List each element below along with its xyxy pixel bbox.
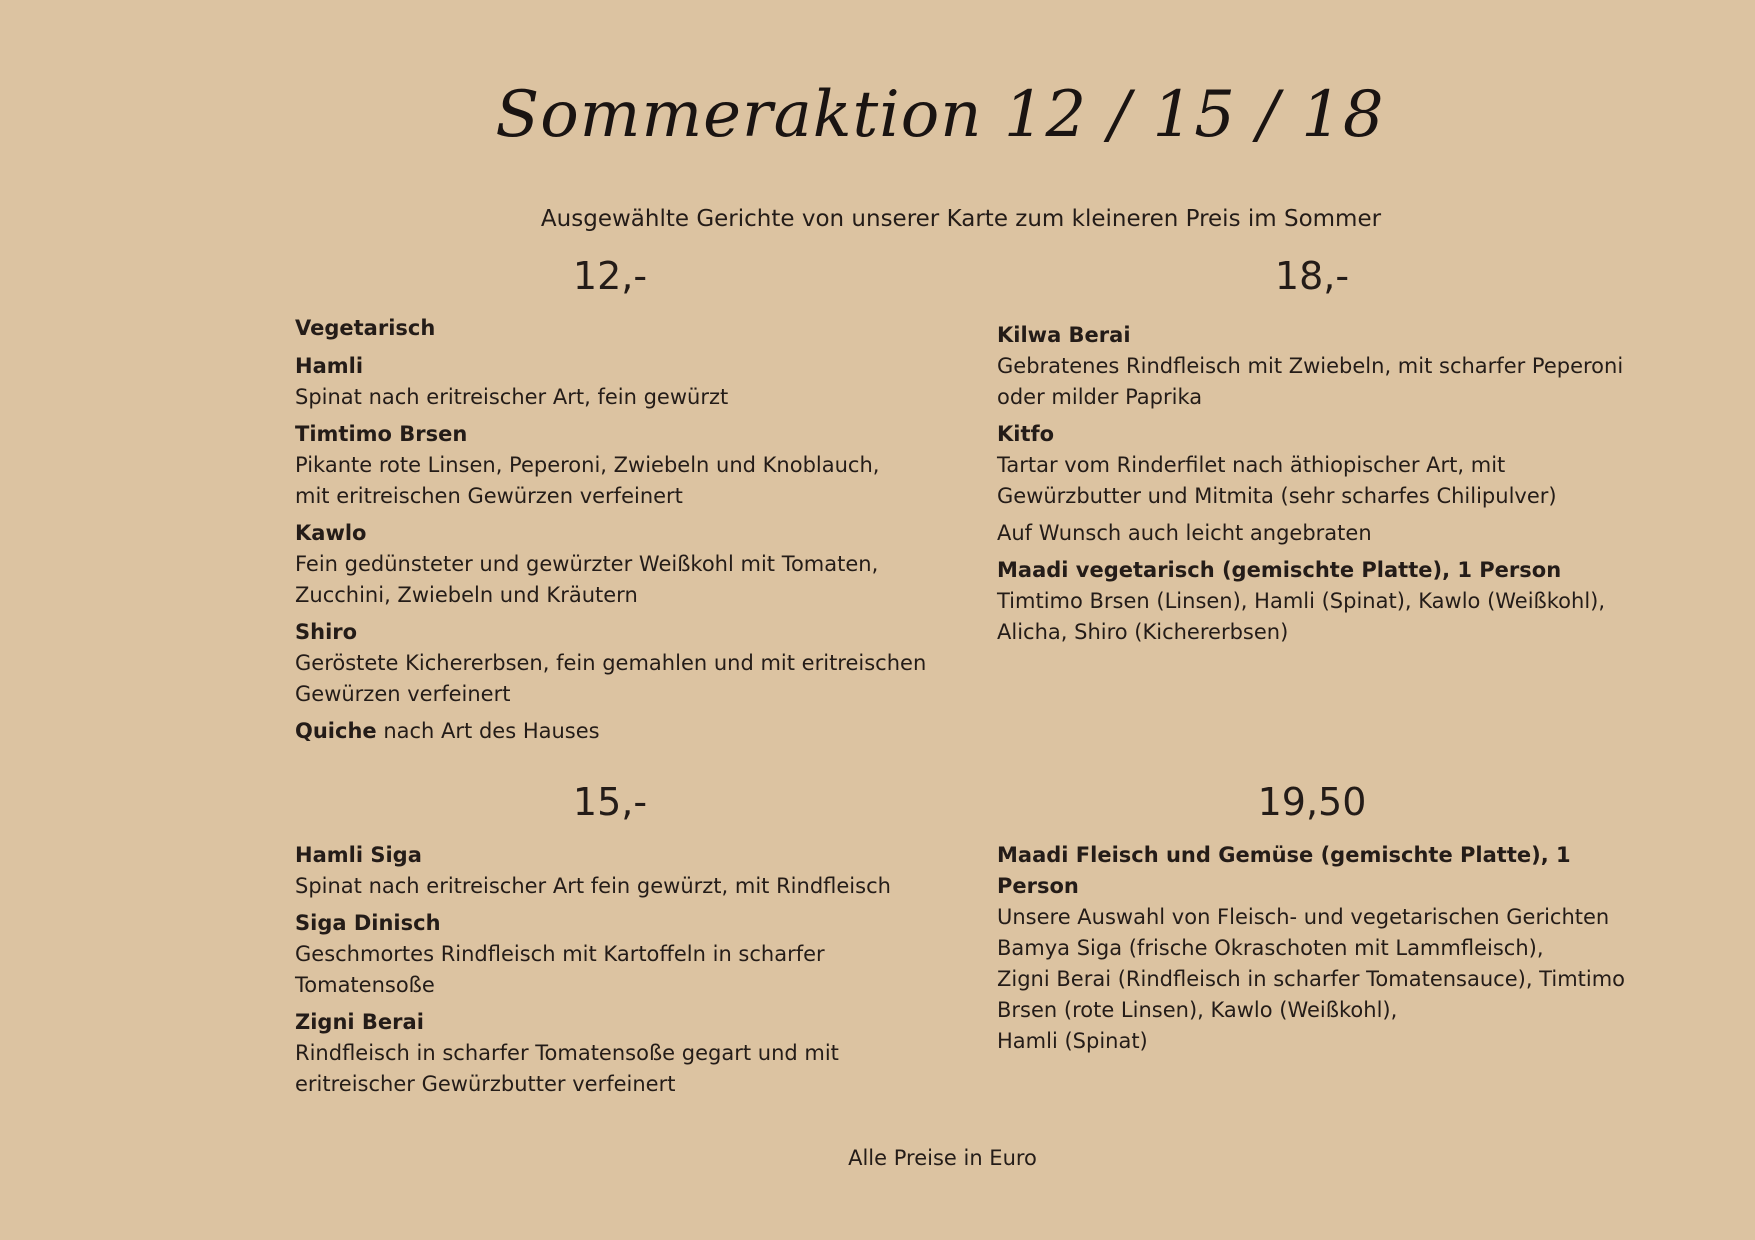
item-description-line: Hamli (Spinat) [997,1029,1148,1053]
section-18 [997,320,1647,654]
item-description-line: Bamya Siga (frische Okraschoten mit Lammfleisch), [997,936,1544,960]
item-description: Fein gedünsteter und gewürzter Weißkohl mit Tomaten, Zucchini, Zwiebeln und Kräutern [295,552,879,607]
item-description: nach Art des Hauses [376,719,600,743]
menu-item [295,617,945,710]
item-description-line: Unsere Auswahl von Fleisch- und vegetarischen Gerichten [997,905,1610,929]
price-heading-15: 15,- [572,780,648,824]
item-note: Auf Wunsch auch leicht angebraten [997,521,1372,545]
section-19-50 [997,840,1647,1063]
item-name: Kawlo [295,521,367,545]
footer-note: Alle Preise in Euro [848,1146,1037,1170]
price-heading-12: 12,- [572,254,648,298]
section-15 [295,840,945,1106]
menu-item [997,840,1647,1057]
item-description: Gebratenes Rindfleisch mit Zwiebeln, mit scharfer Peperoni oder milder Paprika [997,354,1624,409]
menu-item [295,908,945,1001]
menu-item [295,518,945,611]
item-name: Shiro [295,620,358,644]
menu-item [997,320,1647,413]
price-heading-19-50: 19,50 [1257,780,1367,824]
item-description: Spinat nach eritreischer Art, fein gewürzt [295,385,729,409]
item-description: Timtimo Brsen (Linsen), Hamli (Spinat), Kawlo (Weißkohl), Alicha, Shiro (Kichererbsen) [997,589,1606,644]
page-title: Sommeraktion 12 / 15 / 18 [495,78,1385,152]
item-name: Zigni Berai [295,1010,424,1034]
item-description: Pikante rote Linsen, Peperoni, Zwiebeln und Knoblauch, mit eritreischen Gewürzen verfeinert [295,453,880,508]
category-label: Vegetarisch [295,316,436,340]
item-description: Geschmortes Rindfleisch mit Kartoffeln in scharfer Tomatensoße [295,942,825,997]
menu-item [295,1007,945,1100]
item-name: Hamli [295,354,364,378]
item-name: Timtimo Brsen [295,422,468,446]
item-description: Tartar vom Rinderfilet nach äthiopischer Art, mit Gewürzbutter und Mitmita (sehr scharfes Chilipulver) [997,453,1557,508]
price-heading-18: 18,- [1274,254,1350,298]
item-description: Geröstete Kichererbsen, fein gemahlen und mit eritreischen Gewürzen verfeinert [295,651,927,706]
menu-item [295,419,945,512]
item-name: Kilwa Berai [997,323,1131,347]
menu-item [997,419,1647,512]
menu-item [997,555,1647,648]
item-name: Maadi Fleisch und Gemüse (gemischte Platte), 1 Person [997,843,1571,898]
item-name: Siga Dinisch [295,911,441,935]
item-description: Rindfleisch in scharfer Tomatensoße gegart und mit eritreischer Gewürzbutter verfeinert [295,1041,839,1096]
item-name: Hamli Siga [295,843,422,867]
item-description: Spinat nach eritreischer Art fein gewürzt, mit Rindfleisch [295,874,891,898]
menu-item [295,840,945,902]
item-name: Quiche [295,719,377,743]
subtitle: Ausgewählte Gerichte von unserer Karte zum kleineren Preis im Sommer [540,206,1382,232]
menu-item [295,351,945,413]
menu-item [295,716,945,747]
item-description-line: Zigni Berai (Rindfleisch in scharfer Tomatensauce), Timtimo Brsen (rote Linsen), Kawlo (Weißkohl), [997,967,1626,1022]
section-12 [295,313,945,753]
item-name: Kitfo [997,422,1055,446]
item-name: Maadi vegetarisch (gemischte Platte), 1 Person [997,558,1562,582]
